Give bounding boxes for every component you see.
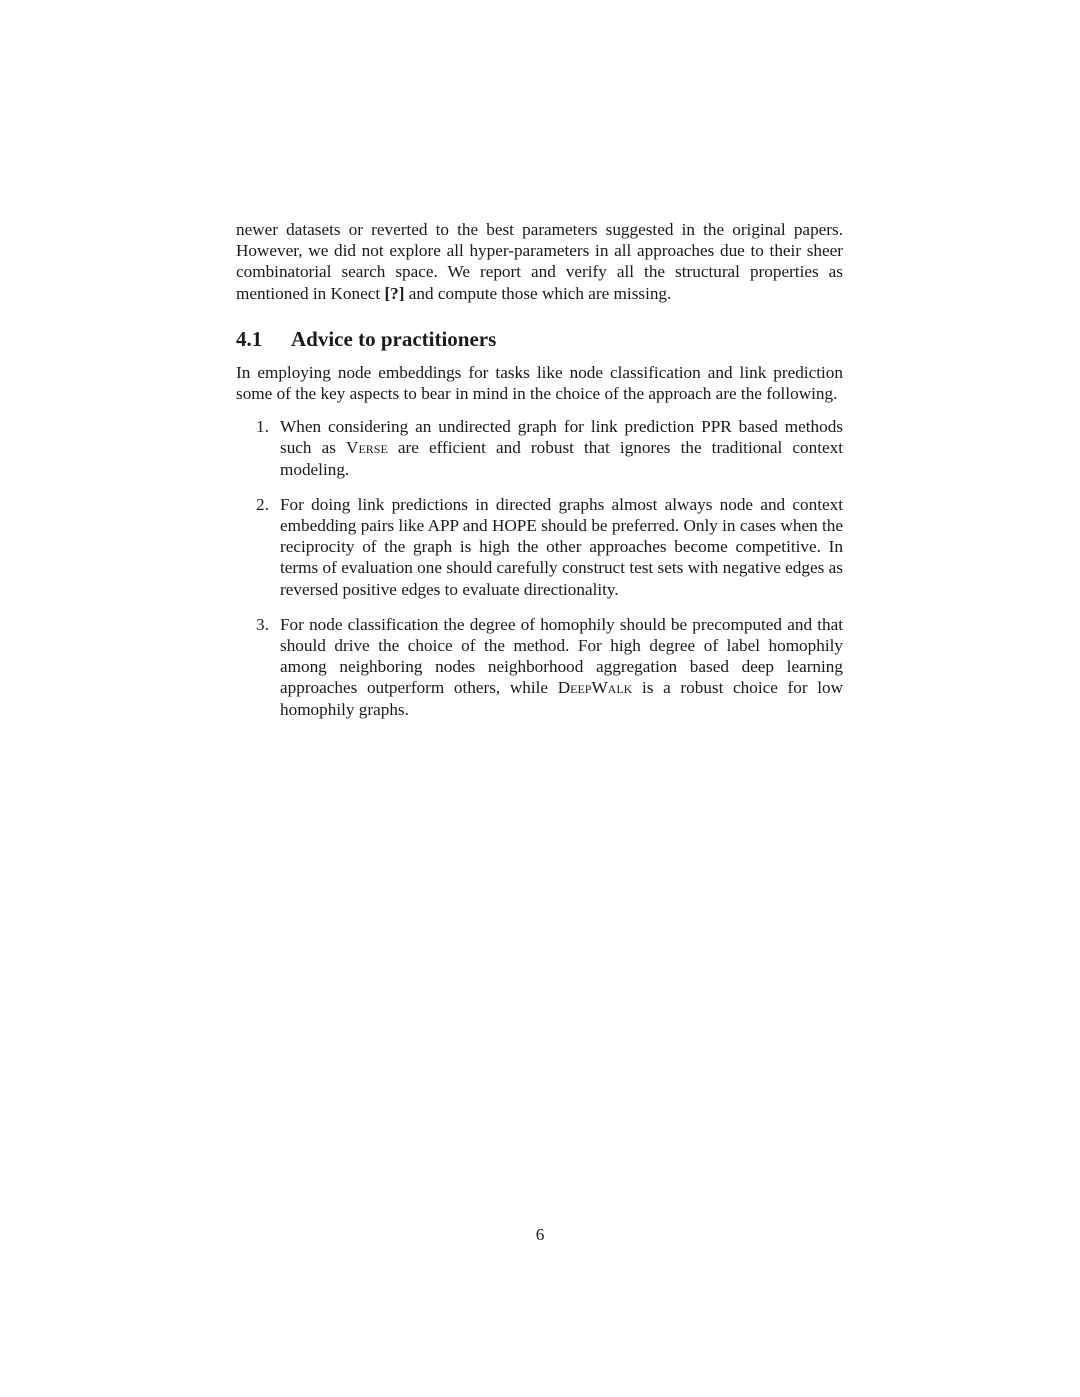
list-item-number: 3.: [256, 614, 269, 634]
section-intro-paragraph: In employing node embeddings for tasks like node classification and link prediction some of the key aspects to bear in mind in the choice of the approach are the following.: [236, 362, 843, 404]
list-item-text: For node classification the degree of homophily should be precomputed and that should drive the choice of the method. For high degree of label homophily among neighboring nodes neighborhood aggregation based deep learning approaches outperform others, while: [280, 614, 843, 698]
list-item-text: When considering an undirected graph for link prediction PPR based methods such as: [280, 417, 843, 458]
section-number: 4.1: [236, 326, 263, 351]
list-item: [236, 494, 843, 600]
list-item: [236, 614, 843, 720]
page-body: [236, 219, 843, 734]
list-item-number: 2.: [256, 494, 269, 514]
page-number: 6: [535, 1225, 545, 1244]
method-name: DeepWalk: [557, 678, 633, 698]
intro-text-end: and compute those which are missing.: [404, 283, 672, 303]
intro-text: newer datasets or reverted to the best parameters suggested in the original papers. However, we did not explore all hyper-parameters in all approaches due to their sheer combinatorial search space. We report and verify all the structural properties as mentioned in Konect: [236, 220, 843, 303]
section-heading: [236, 326, 843, 352]
list-item-text-end: are efficient and robust that ignores the traditional context modeling.: [280, 438, 843, 479]
list-item: [236, 416, 843, 480]
citation-ref[interactable]: [?]: [384, 283, 405, 303]
intro-paragraph: [236, 219, 843, 304]
advice-list: [236, 416, 843, 720]
list-item-text-end: is a robust choice for low homophily graphs.: [280, 678, 844, 719]
list-item-text: For doing link predictions in directed graphs almost always node and context embedding pairs like APP and HOPE should be preferred. Only in cases when the reciprocity of the graph is high the other approaches become competitive. In terms of evaluation one should carefully construct test sets with negative edges as reversed positive edges to evaluate directionality.: [280, 494, 843, 599]
list-item-number: 1.: [256, 417, 269, 437]
section-title: Advice to practitioners: [291, 326, 497, 351]
method-name: Verse: [346, 438, 388, 458]
